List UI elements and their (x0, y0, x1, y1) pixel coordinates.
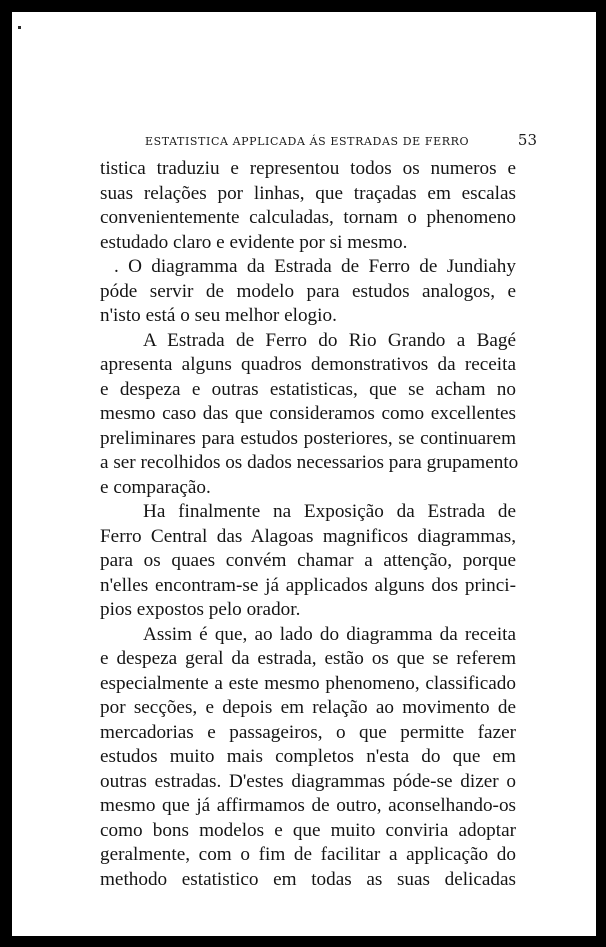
text-line: e despeza geral da estrada, estão os que se referem (100, 648, 516, 669)
text-line: convenientemente calculadas, tornam o phenomeno (100, 207, 516, 228)
text-line: como bons modelos e que muito conviria adoptar (100, 819, 516, 841)
running-header (145, 131, 537, 151)
text-line: . O diagramma da Estrada de Ferro de Jundiahy (114, 256, 516, 277)
paragraph (100, 329, 519, 501)
text-line: estudos muito mais completos n'esta do que em (100, 746, 516, 767)
text-line: suas relações por linhas, que traçadas em escalas (100, 182, 516, 204)
text-line: pios expostos pelo orador. (100, 599, 301, 620)
book-page (12, 12, 596, 936)
text-line: mercadorias e passageiros, o que permitte fazer (100, 721, 516, 743)
body-text (100, 157, 519, 892)
text-line: A Estrada de Ferro do Rio Grando a Bagé (143, 329, 516, 351)
running-title: ESTATISTICA APPLICADA ÁS ESTRADAS DE FERRO (145, 135, 470, 148)
paragraph (100, 255, 516, 329)
text-line: preliminares para estudos posteriores, se continuarem (100, 427, 516, 449)
text-line: geralmente, com o fim de facilitar a applicação do (100, 844, 516, 865)
text-line: apresenta alguns quadros demonstrativos da receita (100, 354, 516, 375)
text-line: póde servir de modelo para estudos analogos, e (100, 280, 516, 302)
text-line: Assim é que, ao lado do diagramma da receita (143, 623, 516, 645)
text-line: e despeza e outras estatisticas, que se acham no (100, 378, 516, 400)
text-line: tistica traduziu e representou todos os numeros e (100, 158, 516, 179)
text-line: por secções, e depois em relação ao movimento de (100, 697, 516, 718)
text-line: mesmo caso das que consideramos como excellentes (100, 403, 516, 424)
text-line: a ser recolhidos os dados necessarios para grupamento (100, 452, 519, 473)
text-line: estudado claro e evidente por si mesmo. (100, 231, 408, 253)
text-line: Ferro Central das Alagoas magnificos diagrammas, (100, 525, 516, 547)
scan-speck (18, 26, 21, 29)
paragraph (100, 623, 516, 893)
text-line: methodo estatistico em todas as suas delicadas (100, 868, 516, 890)
paragraph (100, 157, 516, 255)
page-number: 53 (517, 131, 537, 149)
text-line: para os quaes convém chamar a attenção, porque (100, 550, 516, 571)
text-line: n'elles encontram-se já applicados alguns dos princi- (100, 574, 516, 596)
text-line: e comparação. (100, 476, 211, 498)
paragraph (100, 500, 516, 623)
text-line: mesmo que já affirmamos de outro, aconselhando-os (100, 795, 516, 816)
text-line: especialmente a este mesmo phenomeno, classificado (100, 672, 516, 694)
text-line: outras estradas. D'estes diagrammas póde-se dizer o (100, 770, 516, 792)
text-line: Ha finalmente na Exposição da Estrada de (143, 501, 516, 522)
text-line: n'isto está o seu melhor elogio. (100, 305, 337, 326)
